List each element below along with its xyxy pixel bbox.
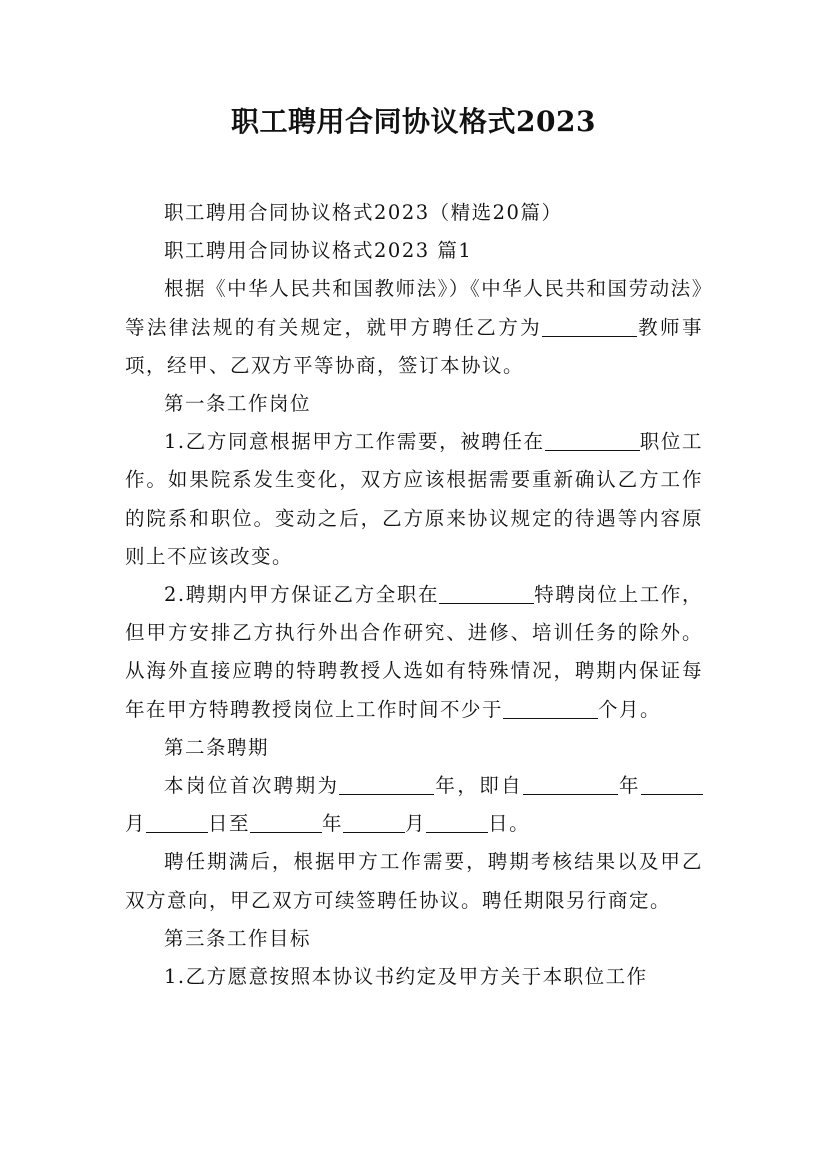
text-segment: 年，即自 <box>434 774 524 798</box>
text-segment: 教师事项，经甲、乙双方平等协商，签订本协议。 <box>125 315 703 377</box>
blank-line <box>542 317 637 337</box>
text-segment: 本岗位首次聘期为 <box>164 774 340 798</box>
paragraph-section-heading: 职工聘用合同协议格式2023 篇1 <box>164 239 473 263</box>
blank-line <box>545 431 640 451</box>
text-segment: 月 <box>125 812 147 836</box>
text-segment: 特聘岗位上工作，但甲方安排乙方执行外出合作研究、进修、培训任务的除外。从海外直接应聘的特聘教授人选如有特殊情况，聘期内保证每年在甲方特聘教授岗位上工作时间不少于 <box>125 583 703 721</box>
text-segment: 月 <box>405 812 427 836</box>
blank-line <box>503 699 598 719</box>
text-segment: 日。 <box>488 812 531 836</box>
document-body <box>125 194 703 996</box>
article-3-clause-1: 1.乙方愿意按照本协议书约定及甲方关于本职位工作 <box>164 965 648 989</box>
paragraph-intro <box>125 270 703 385</box>
document-title: 职工聘用合同协议格式2023 <box>231 105 596 138</box>
text-segment: 根据《中华人民共和国教师法》）《中华人民共和国劳动法》等法律法规的有关规定，就甲方聘任乙方为 <box>125 277 703 339</box>
blank-line <box>146 813 208 833</box>
article-1-clause-1 <box>125 423 703 576</box>
article-2-term <box>125 767 703 843</box>
article-2-heading: 第二条聘期 <box>164 735 270 759</box>
article-3-heading: 第三条工作目标 <box>164 926 312 950</box>
text-segment: 1.乙方同意根据甲方工作需要，被聘任在 <box>164 430 545 454</box>
blank-line <box>250 813 322 833</box>
text-segment: 个月。 <box>598 697 662 721</box>
blank-line <box>343 813 405 833</box>
blank-line <box>439 584 534 604</box>
text-segment: 日至 <box>208 812 251 836</box>
article-1-heading: 第一条工作岗位 <box>164 392 312 416</box>
paragraph-subtitle: 职工聘用合同协议格式2023（精选20篇） <box>164 201 563 224</box>
blank-line <box>523 775 618 795</box>
text-segment: 年 <box>322 812 344 836</box>
text-segment: 年 <box>618 774 641 798</box>
text-segment: 2.聘期内甲方保证乙方全职在 <box>164 583 440 607</box>
blank-line <box>426 813 488 833</box>
text-segment: 职位工作。如果院系发生变化，双方应该根据需要重新确认乙方工作的院系和职位。变动之后，乙方原来协议规定的待遇等内容原则上不应该改变。 <box>125 430 703 568</box>
article-2-renewal: 聘任期满后，根据甲方工作需要，聘期考核结果以及甲乙双方意向，甲乙双方可续签聘任协议。聘任期限另行商定。 <box>125 850 703 912</box>
blank-line <box>339 775 434 795</box>
blank-line <box>641 775 703 795</box>
article-1-clause-2 <box>125 576 703 729</box>
